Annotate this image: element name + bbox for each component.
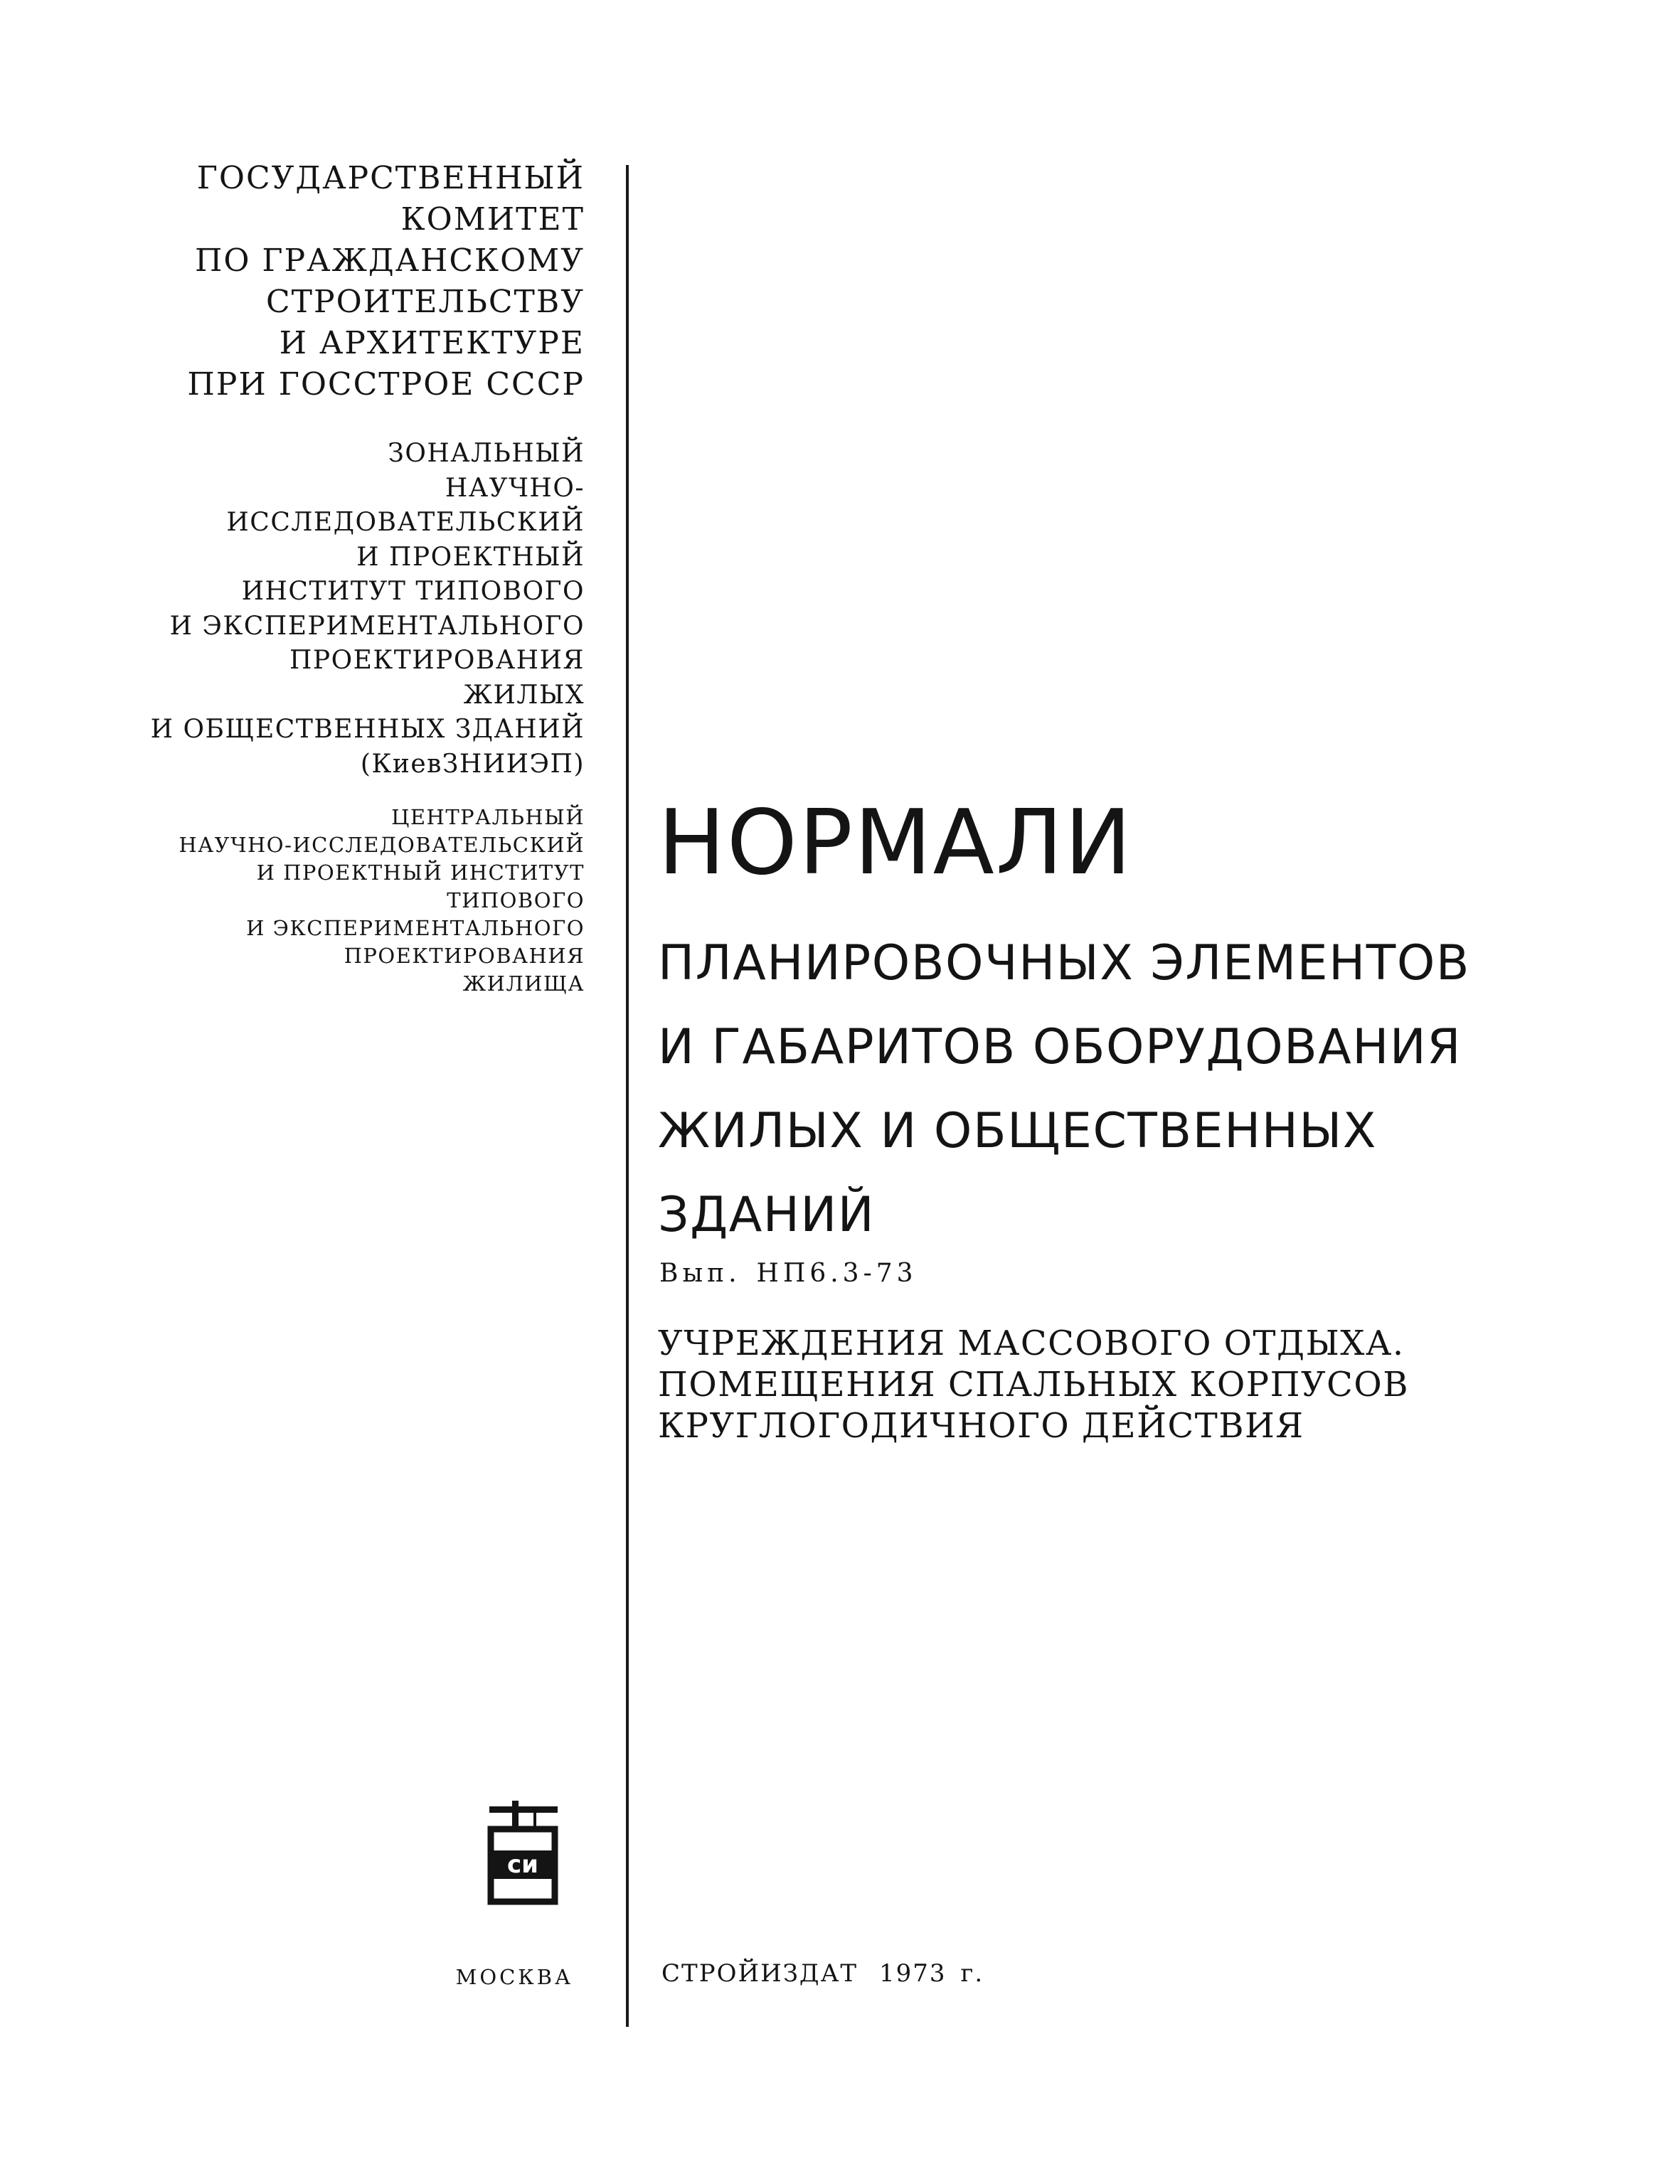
org-line: ЖИЛИЩА: [462, 971, 585, 996]
org-line: КОМИТЕТ: [400, 201, 585, 238]
org-line: ГОСУДАРСТВЕННЫЙ: [196, 160, 585, 196]
org-line: НАУЧНО-ИССЛЕДОВАТЕЛЬСКИЙ: [179, 833, 585, 857]
org-line: И АРХИТЕКТУРЕ: [279, 325, 585, 361]
org-line: НАУЧНО-: [445, 473, 585, 503]
section-title-line: КРУГЛОГОДИЧНОГО ДЕЙСТВИЯ: [658, 1406, 1304, 1446]
publisher-imprint: [661, 1957, 984, 1990]
publisher-name: СТРОЙИЗДАТ: [661, 1959, 858, 1988]
org-line: И ЭКСПЕРИМЕНТАЛЬНОГО: [169, 611, 585, 641]
org-line: И ПРОЕКТНЫЙ: [356, 542, 585, 572]
org-line: ПРОЕКТИРОВАНИЯ: [344, 944, 585, 968]
org-line: ЦЕНТРАЛЬНЫЙ: [391, 805, 585, 829]
org-line: СТРОИТЕЛЬСТВУ: [265, 284, 585, 320]
org-line: ТИПОВОГО: [447, 888, 585, 912]
org-line: И ОБЩЕСТВЕННЫХ ЗДАНИЙ: [150, 715, 585, 744]
section-title-line: УЧРЕЖДЕНИЯ МАССОВОГО ОТДЫХА.: [658, 1323, 1405, 1363]
issue-label: Вып.: [659, 1259, 741, 1288]
org-line: ПРОЕКТИРОВАНИЯ: [289, 646, 585, 675]
publisher-logo-icon: [484, 1801, 562, 1907]
org-line: И ПРОЕКТНЫЙ ИНСТИТУТ: [256, 861, 585, 885]
publication-city: МОСКВА: [455, 1965, 573, 1989]
subtitle-line: И ГАБАРИТОВ ОБОРУДОВАНИЯ: [658, 1019, 1462, 1075]
logo-letters: си: [507, 1850, 538, 1879]
section-title: [658, 1323, 1409, 1447]
org-abbreviation: (КиевЗНИИЭП): [360, 749, 585, 779]
subtitle: [658, 922, 1470, 1257]
year-suffix: г.: [960, 1959, 984, 1988]
issue-number: [659, 1256, 918, 1291]
vertical-divider: [626, 165, 629, 2027]
org-line: ПО ГРАЖДАНСКОМУ: [194, 243, 585, 279]
subtitle-line: ПЛАНИРОВОЧНЫХ ЭЛЕМЕНТОВ: [658, 935, 1470, 991]
section-title-line: ПОМЕЩЕНИЯ СПАЛЬНЫХ КОРПУСОВ: [658, 1365, 1409, 1405]
state-committee-block: [187, 158, 585, 405]
zonal-institute-block: [151, 437, 585, 782]
org-line: ИНСТИТУТ ТИПОВОГО: [241, 577, 585, 606]
issue-code: НП6.3-73: [756, 1259, 918, 1288]
main-title: НОРМАЛИ: [658, 790, 1133, 895]
subtitle-line: ЖИЛЫХ И ОБЩЕСТВЕННЫХ: [658, 1103, 1377, 1159]
org-line: ЖИЛЫХ: [463, 680, 585, 710]
org-line: ЗОНАЛЬНЫЙ: [388, 439, 585, 468]
org-line: И ЭКСПЕРИМЕНТАЛЬНОГО: [246, 916, 585, 940]
central-institute-block: [179, 804, 585, 998]
org-line: ПРИ ГОССТРОЕ СССР: [187, 366, 585, 403]
org-line: ИССЛЕДОВАТЕЛЬСКИЙ: [226, 508, 585, 537]
publication-year: 1973: [879, 1959, 947, 1988]
subtitle-line: ЗДАНИЙ: [658, 1187, 876, 1243]
